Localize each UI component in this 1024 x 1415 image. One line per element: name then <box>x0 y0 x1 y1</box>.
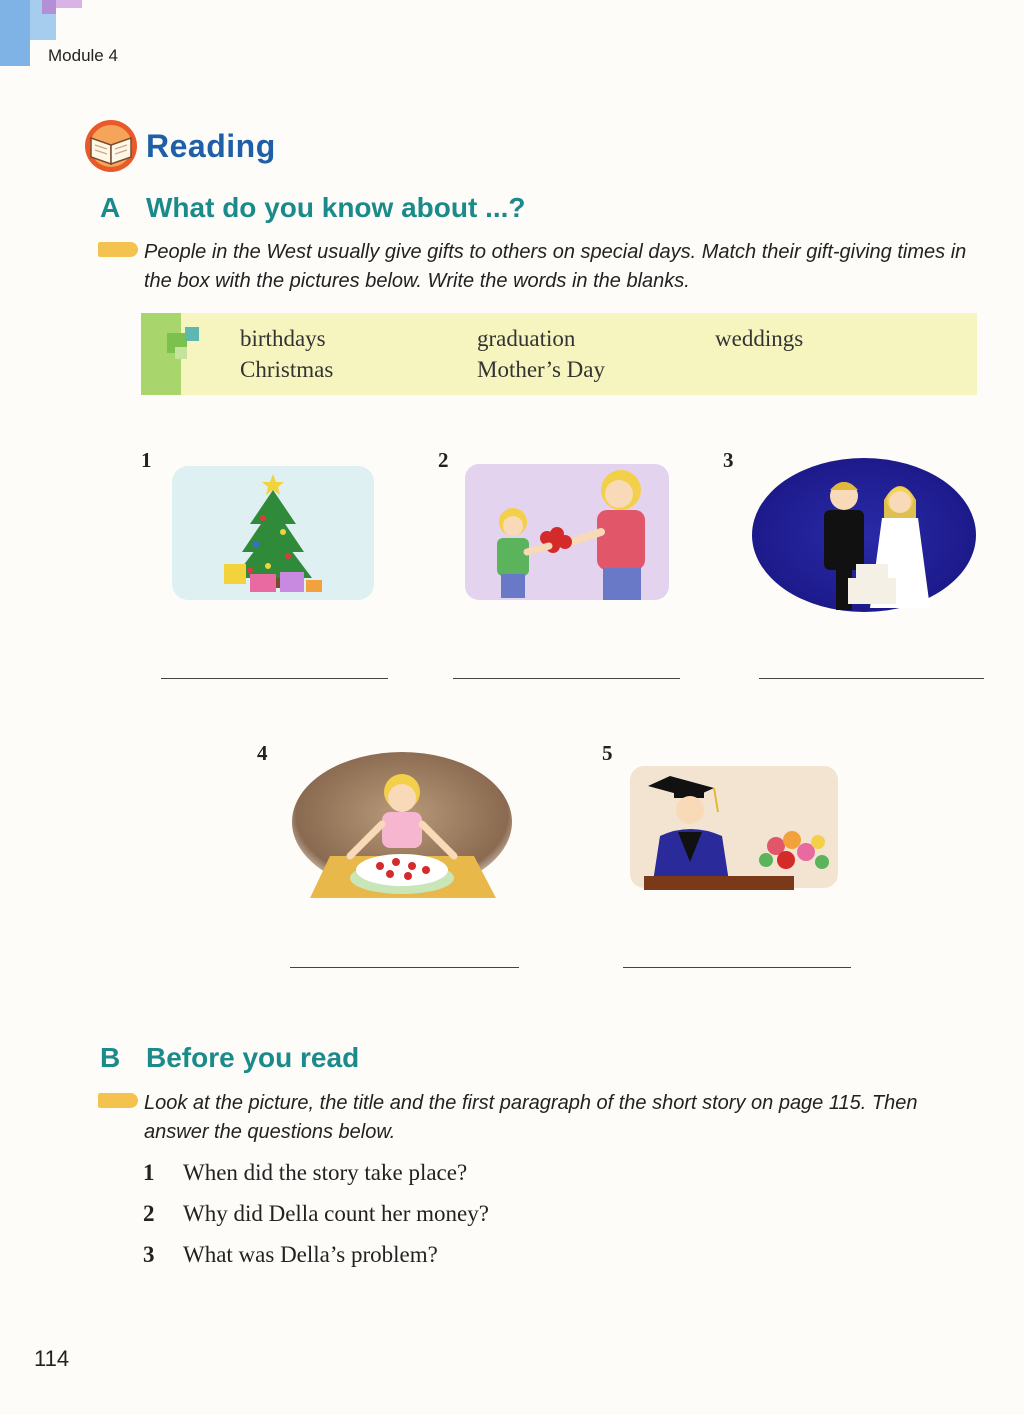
answer-blank-1[interactable] <box>161 678 388 679</box>
section-b-instruction <box>98 1089 978 1147</box>
open-book-icon <box>82 118 140 174</box>
reading-header <box>82 118 276 174</box>
section-b-instruction-text: Look at the picture, the title and the first paragraph of the short story on page 115. Then answer the questions below. <box>144 1092 918 1143</box>
answer-blank-3[interactable] <box>759 678 984 679</box>
section-a-heading <box>100 192 526 224</box>
answer-blank-5[interactable] <box>623 967 851 968</box>
instruction-marker <box>98 242 138 257</box>
question-item <box>143 1160 489 1190</box>
christmas-tree-icon <box>168 462 378 604</box>
graduate-icon <box>626 762 842 892</box>
question-text: Why did Della count her money? <box>183 1201 489 1226</box>
section-a-letter: A <box>100 192 121 223</box>
mothers-day-flowers-icon <box>461 460 673 604</box>
section-a-instruction <box>98 238 978 296</box>
word-box-square <box>185 327 199 341</box>
answer-blank-4[interactable] <box>290 967 519 968</box>
section-b-title: Before you read <box>146 1042 360 1073</box>
section-a-instruction-text: People in the West usually give gifts to others on special days. Match their gift-giving times in the box with the pictures below. Write the words in the blanks. <box>144 241 967 292</box>
section-b-letter: B <box>100 1042 121 1073</box>
section-b-heading <box>100 1042 359 1074</box>
instruction-marker <box>98 1093 138 1108</box>
picture-4-number: 4 <box>257 741 268 765</box>
answer-blank-2[interactable] <box>453 678 680 679</box>
question-item <box>143 1201 489 1231</box>
question-item <box>143 1242 489 1272</box>
birthday-cake-icon <box>290 752 514 900</box>
word-box-square <box>175 347 187 359</box>
word-mothers-day: Mother’s Day <box>477 357 605 382</box>
picture-5-number: 5 <box>602 741 613 765</box>
page-number: 114 <box>34 1346 70 1371</box>
word-box <box>141 313 977 395</box>
word-birthdays: birthdays <box>240 326 326 351</box>
question-number: 1 <box>143 1160 155 1185</box>
picture-1-number: 1 <box>141 448 152 472</box>
question-number: 3 <box>143 1242 155 1267</box>
reading-title: Reading <box>146 127 276 164</box>
picture-3-number: 3 <box>723 448 734 472</box>
question-text: When did the story take place? <box>183 1160 468 1185</box>
module-label: Module 4 <box>48 46 118 65</box>
question-list <box>143 1160 489 1283</box>
picture-2-number: 2 <box>438 448 449 472</box>
question-number: 2 <box>143 1201 155 1226</box>
word-weddings: weddings <box>715 326 804 351</box>
word-graduation: graduation <box>477 326 576 351</box>
question-text: What was Della’s problem? <box>183 1242 438 1267</box>
section-a-title: What do you know about ...? <box>146 192 526 223</box>
word-christmas: Christmas <box>240 357 334 382</box>
wedding-couple-icon <box>750 456 978 614</box>
